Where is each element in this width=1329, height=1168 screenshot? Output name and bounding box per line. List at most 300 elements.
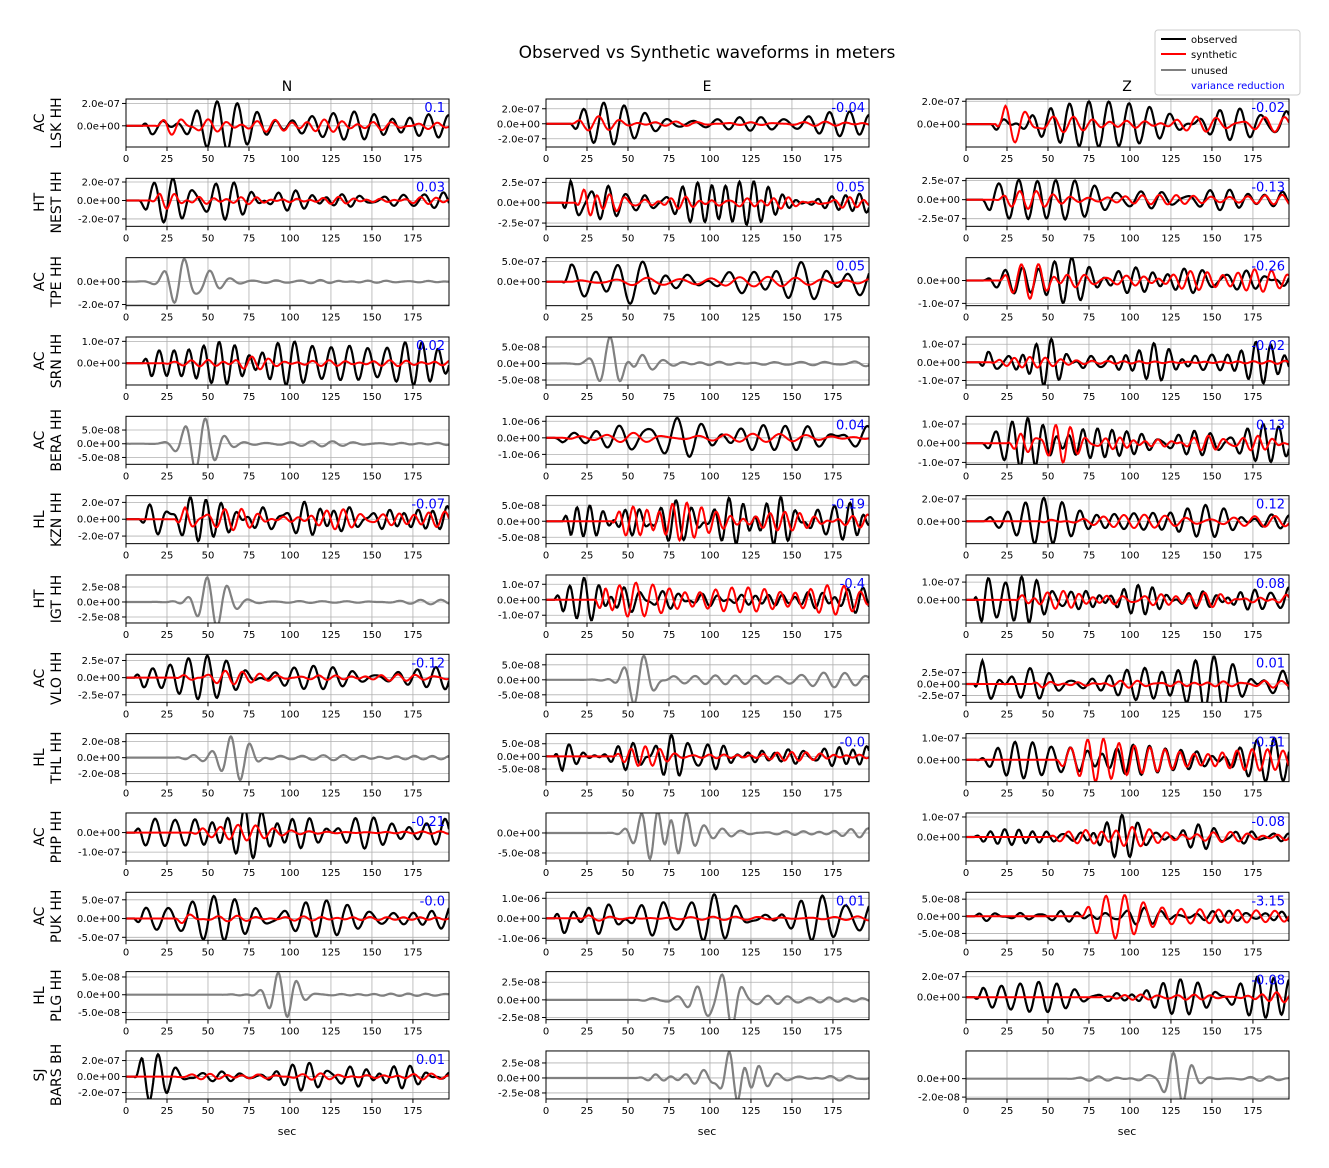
- x-tick-label: 75: [662, 1105, 676, 1117]
- station-row: [32, 97, 1289, 165]
- x-tick-label: 125: [741, 1026, 761, 1038]
- x-tick-label: 0: [122, 312, 130, 324]
- y-tick-label: 2.5e-08: [501, 977, 540, 989]
- y-tick-label: 1.0e-07: [921, 577, 960, 589]
- y-tick-label: 5.0e-08: [921, 894, 960, 906]
- y-tick-label: 0.0e+00: [496, 913, 540, 925]
- x-tick-label: 50: [201, 1026, 215, 1038]
- x-tick-label: 25: [1000, 709, 1014, 721]
- y-tick-label: 1.0e-07: [921, 419, 960, 431]
- x-tick-label: 0: [122, 550, 130, 562]
- y-tick-label: 0.0e+00: [496, 828, 540, 840]
- x-tick-label: 50: [201, 629, 215, 641]
- x-tick-label: 0: [542, 154, 550, 165]
- y-tick-label: -5.0e-08: [78, 452, 120, 464]
- waveform-panel: [497, 1051, 869, 1117]
- x-tick-label: 75: [1082, 1026, 1096, 1038]
- x-tick-label: 125: [741, 154, 761, 165]
- x-tick-label: 125: [1161, 629, 1181, 641]
- x-tick-label: 125: [741, 550, 761, 562]
- x-tick-label: 150: [1202, 867, 1222, 879]
- x-tick-label: 150: [362, 471, 382, 483]
- y-tick-label: 2.0e-07: [81, 98, 120, 110]
- variance-reduction-label: 0.12: [1256, 497, 1285, 513]
- variance-reduction-label: -0.13: [1251, 180, 1285, 196]
- waveform-panel: [497, 892, 869, 958]
- x-tick-label: 0: [542, 867, 550, 879]
- x-tick-label: 175: [403, 788, 423, 800]
- x-tick-label: 50: [1041, 947, 1055, 959]
- x-tick-label: 50: [1041, 550, 1055, 562]
- variance-reduction-label: -0.0: [419, 894, 445, 910]
- x-tick-label: 100: [700, 391, 720, 403]
- x-tick-label: 175: [823, 312, 843, 324]
- x-tick-label: 100: [280, 629, 300, 641]
- x-tick-label: 0: [962, 550, 970, 562]
- variance-reduction-label: 0.02: [416, 338, 445, 354]
- x-tick-label: 100: [1120, 312, 1140, 324]
- x-tick-label: 0: [122, 471, 130, 483]
- x-tick-label: 75: [662, 154, 676, 165]
- y-tick-label: 1.0e-07: [501, 579, 540, 591]
- x-tick-label: 75: [1082, 947, 1096, 959]
- chart-title: Observed vs Synthetic waveforms in meters: [518, 43, 896, 63]
- x-tick-label: 50: [201, 788, 215, 800]
- y-tick-label: 0.0e+00: [916, 119, 960, 131]
- x-tick-label: 0: [542, 471, 550, 483]
- x-tick-label: 25: [1000, 154, 1014, 165]
- station-row: [32, 171, 1289, 244]
- waveform-panel: [497, 99, 869, 165]
- station-network-label: HT: [32, 589, 48, 609]
- station-name-label: IGT HH: [49, 574, 65, 624]
- y-tick-label: 0.0e+00: [496, 595, 540, 607]
- y-tick-label: -2.5e-07: [918, 690, 960, 702]
- station-name-label: BERA HH: [49, 408, 65, 472]
- waveform-panel: [917, 734, 1289, 800]
- station-row: [32, 1044, 1289, 1117]
- x-tick-label: 100: [700, 947, 720, 959]
- x-tick-label: 125: [1161, 233, 1181, 245]
- y-tick-label: 1.0e-06: [501, 416, 540, 428]
- x-tick-label: 150: [1202, 947, 1222, 959]
- panel-frame: [546, 972, 869, 1020]
- x-tick-label: 125: [321, 471, 341, 483]
- column-title-e: E: [702, 79, 712, 95]
- x-tick-label: 0: [542, 629, 550, 641]
- x-axis-label: sec: [277, 1125, 297, 1138]
- station-network-label: HL: [32, 748, 48, 767]
- y-tick-label: 0.0e+00: [76, 828, 120, 840]
- y-tick-label: 2.0e-07: [921, 972, 960, 984]
- y-tick-label: 1.0e-06: [501, 893, 540, 905]
- variance-reduction-label: 0.04: [836, 418, 865, 434]
- x-tick-label: 125: [321, 629, 341, 641]
- waveform-panel: [917, 654, 1289, 720]
- station-name-label: KZN HH: [49, 492, 65, 548]
- station-network-label: AC: [32, 827, 48, 847]
- x-tick-label: 125: [321, 391, 341, 403]
- x-tick-label: 0: [962, 312, 970, 324]
- waveform-panel: [77, 734, 449, 800]
- x-tick-label: 0: [542, 709, 550, 721]
- x-tick-label: 0: [962, 629, 970, 641]
- panel-frame: [126, 575, 449, 623]
- x-tick-label: 100: [1120, 788, 1140, 800]
- waveform-panel: [77, 99, 449, 165]
- x-tick-label: 25: [1000, 788, 1014, 800]
- variance-reduction-label: -0.08: [1251, 973, 1285, 989]
- y-tick-label: -5.0e-08: [498, 848, 540, 860]
- x-tick-label: 150: [362, 154, 382, 165]
- panel-frame: [546, 337, 869, 385]
- x-tick-label: 175: [403, 154, 423, 165]
- station-network-label: AC: [32, 668, 48, 688]
- variance-reduction-label: -0.21: [411, 814, 445, 830]
- x-tick-label: 100: [280, 550, 300, 562]
- station-network-label: AC: [32, 351, 48, 371]
- x-tick-label: 175: [1243, 1105, 1263, 1117]
- y-tick-label: 0.0e+00: [496, 751, 540, 763]
- x-tick-label: 50: [201, 154, 215, 165]
- x-tick-label: 125: [741, 788, 761, 800]
- x-tick-label: 125: [321, 947, 341, 959]
- station-row: [32, 492, 1289, 561]
- x-tick-label: 100: [1120, 947, 1140, 959]
- y-tick-label: 0.0e+00: [496, 675, 540, 687]
- x-tick-label: 150: [362, 1105, 382, 1117]
- x-tick-label: 50: [1041, 471, 1055, 483]
- waveform-panel: [497, 734, 869, 800]
- y-tick-label: -2.0e-07: [498, 134, 540, 146]
- y-tick-label: 0.0e+00: [496, 198, 540, 210]
- x-tick-label: 175: [823, 1026, 843, 1038]
- y-tick-label: 5.0e-08: [501, 660, 540, 672]
- station-network-label: AC: [32, 113, 48, 133]
- x-tick-label: 75: [242, 947, 256, 959]
- x-tick-label: 175: [823, 947, 843, 959]
- x-tick-label: 125: [741, 867, 761, 879]
- variance-reduction-label: -0.07: [411, 497, 445, 513]
- x-tick-label: 175: [403, 471, 423, 483]
- waveform-panel: [917, 972, 1289, 1038]
- x-tick-label: 50: [1041, 312, 1055, 324]
- x-tick-label: 50: [1041, 788, 1055, 800]
- waveform-panel: [77, 575, 449, 641]
- x-tick-label: 0: [122, 629, 130, 641]
- variance-reduction-label: 0.1: [424, 101, 445, 116]
- x-tick-label: 0: [122, 709, 130, 721]
- x-tick-label: 100: [700, 312, 720, 324]
- x-tick-label: 25: [160, 391, 174, 403]
- variance-reduction-label: 0.01: [836, 894, 865, 910]
- variance-reduction-label: -0.02: [1251, 101, 1285, 116]
- x-tick-label: 150: [362, 867, 382, 879]
- x-tick-label: 25: [580, 391, 594, 403]
- x-tick-label: 150: [1202, 788, 1222, 800]
- x-tick-label: 100: [280, 709, 300, 721]
- x-tick-label: 175: [403, 947, 423, 959]
- x-tick-label: 0: [122, 947, 130, 959]
- x-tick-label: 150: [1202, 1105, 1222, 1117]
- y-tick-label: -5.0e-08: [498, 532, 540, 544]
- unused-trace: [966, 1053, 1289, 1103]
- waveform-panel: [77, 807, 449, 879]
- x-tick-label: 25: [580, 867, 594, 879]
- x-tick-label: 175: [823, 788, 843, 800]
- station-row: [32, 731, 1289, 799]
- station-name-label: PHP HH: [49, 810, 65, 864]
- station-name-label: PUK HH: [49, 889, 65, 943]
- x-tick-label: 75: [242, 867, 256, 879]
- variance-reduction-label: 0.01: [416, 1052, 445, 1068]
- x-tick-label: 150: [362, 233, 382, 245]
- x-tick-label: 25: [580, 550, 594, 562]
- x-tick-label: 175: [823, 629, 843, 641]
- unused-trace: [546, 337, 869, 381]
- x-tick-label: 0: [962, 1105, 970, 1117]
- legend: [1155, 30, 1300, 95]
- x-tick-label: 0: [962, 1026, 970, 1038]
- waveform-panel: [497, 811, 869, 879]
- x-tick-label: 50: [621, 154, 635, 165]
- x-tick-label: 75: [662, 867, 676, 879]
- waveform-panel: [497, 178, 869, 244]
- x-tick-label: 150: [782, 312, 802, 324]
- waveform-panel: [917, 176, 1289, 244]
- waveform-panel: [497, 972, 869, 1038]
- x-tick-label: 50: [621, 1105, 635, 1117]
- variance-reduction-label: 0.08: [1256, 576, 1285, 592]
- x-tick-label: 150: [1202, 1026, 1222, 1038]
- y-tick-label: -1.0e-06: [498, 933, 540, 945]
- x-tick-label: 75: [1082, 233, 1096, 245]
- x-tick-label: 75: [1082, 1105, 1096, 1117]
- x-tick-label: 25: [580, 312, 594, 324]
- variance-reduction-label: 0.05: [836, 180, 865, 196]
- panel-grid: [32, 97, 1289, 1117]
- x-tick-label: 0: [962, 947, 970, 959]
- station-row: [32, 652, 1289, 721]
- y-tick-label: -2.5e-08: [498, 1088, 540, 1100]
- waveform-panel: [77, 654, 449, 720]
- y-tick-label: 2.5e-07: [501, 177, 540, 189]
- x-tick-label: 25: [580, 233, 594, 245]
- x-tick-label: 25: [1000, 629, 1014, 641]
- x-tick-label: 75: [662, 233, 676, 245]
- variance-reduction-label: 0.03: [416, 180, 445, 196]
- y-tick-label: -1.0e-07: [918, 375, 960, 387]
- station-name-label: VLO HH: [49, 651, 65, 706]
- waveform-panel: [917, 812, 1289, 879]
- station-network-label: AC: [32, 906, 48, 926]
- x-tick-label: 25: [160, 629, 174, 641]
- x-tick-label: 0: [962, 391, 970, 403]
- y-tick-label: 0.0e+00: [496, 358, 540, 370]
- variance-reduction-label: -0.31: [1251, 735, 1285, 751]
- x-tick-label: 175: [823, 391, 843, 403]
- x-tick-label: 75: [1082, 867, 1096, 879]
- y-tick-label: 0.0e+00: [916, 755, 960, 767]
- x-tick-label: 50: [1041, 1026, 1055, 1038]
- y-tick-label: 0.0e+00: [496, 119, 540, 131]
- y-tick-label: 0.0e+00: [76, 1072, 120, 1084]
- x-tick-label: 175: [1243, 1026, 1263, 1038]
- x-tick-label: 50: [201, 471, 215, 483]
- x-tick-label: 175: [1243, 391, 1263, 403]
- y-tick-label: 0.0e+00: [496, 277, 540, 289]
- unused-trace: [126, 419, 449, 470]
- variance-reduction-label: -0.04: [831, 101, 865, 116]
- variance-reduction-label: -0.02: [1251, 338, 1285, 354]
- y-tick-label: -5.0e-07: [78, 932, 120, 944]
- y-tick-label: -1.0e-07: [918, 298, 960, 310]
- x-tick-label: 175: [1243, 709, 1263, 721]
- variance-reduction-label: -3.15: [1251, 894, 1285, 910]
- y-tick-label: -1.0e-07: [918, 457, 960, 469]
- station-name-label: SRN HH: [49, 333, 65, 389]
- x-tick-label: 75: [242, 1105, 256, 1117]
- x-tick-label: 125: [321, 154, 341, 165]
- x-tick-label: 125: [741, 709, 761, 721]
- x-tick-label: 0: [962, 867, 970, 879]
- x-axis-labels: [278, 1125, 1137, 1138]
- x-tick-label: 125: [741, 391, 761, 403]
- variance-reduction-label: -0.12: [411, 656, 445, 672]
- x-tick-label: 125: [1161, 550, 1181, 562]
- waveform-panel: [77, 496, 449, 562]
- x-tick-label: 125: [321, 550, 341, 562]
- x-tick-label: 25: [1000, 471, 1014, 483]
- x-tick-label: 25: [580, 629, 594, 641]
- x-tick-label: 25: [160, 312, 174, 324]
- y-tick-label: 5.0e-08: [81, 425, 120, 437]
- y-tick-label: -2.5e-07: [78, 690, 120, 702]
- y-tick-label: 2.0e-07: [501, 104, 540, 116]
- y-tick-label: -2.5e-07: [498, 218, 540, 230]
- x-tick-label: 100: [700, 1105, 720, 1117]
- x-tick-label: 75: [242, 788, 256, 800]
- x-tick-label: 150: [782, 629, 802, 641]
- panel-frame: [126, 1051, 449, 1099]
- x-tick-label: 150: [782, 867, 802, 879]
- y-tick-label: -5.0e-08: [498, 764, 540, 776]
- y-tick-label: -1.0e-07: [78, 847, 120, 859]
- x-tick-label: 75: [1082, 629, 1096, 641]
- x-tick-label: 25: [580, 1105, 594, 1117]
- x-tick-label: 75: [1082, 471, 1096, 483]
- x-tick-label: 100: [1120, 154, 1140, 165]
- y-tick-label: 2.0e-07: [81, 497, 120, 509]
- waveform-panel: [917, 97, 1289, 165]
- x-tick-label: 175: [403, 709, 423, 721]
- x-tick-label: 75: [662, 788, 676, 800]
- waveform-panel: [917, 494, 1289, 561]
- station-row: [32, 409, 1289, 482]
- x-tick-label: 25: [1000, 947, 1014, 959]
- x-tick-label: 100: [1120, 709, 1140, 721]
- x-tick-label: 75: [242, 471, 256, 483]
- x-tick-label: 150: [782, 709, 802, 721]
- x-tick-label: 75: [242, 391, 256, 403]
- waveform-panel: [497, 416, 869, 482]
- x-tick-label: 150: [782, 550, 802, 562]
- x-tick-label: 75: [1082, 709, 1096, 721]
- y-tick-label: -2.5e-07: [918, 214, 960, 226]
- station-network-label: HL: [32, 986, 48, 1005]
- x-tick-label: 175: [1243, 233, 1263, 245]
- x-tick-label: 0: [122, 233, 130, 245]
- legend-label-observed: observed: [1191, 35, 1238, 46]
- station-row: [32, 334, 1289, 403]
- column-titles: [282, 79, 1132, 95]
- y-tick-label: 1.0e-07: [921, 339, 960, 351]
- x-tick-label: 150: [362, 788, 382, 800]
- x-tick-label: 150: [782, 788, 802, 800]
- y-tick-label: 0.0e+00: [76, 597, 120, 609]
- x-tick-label: 175: [403, 391, 423, 403]
- x-tick-label: 100: [1120, 867, 1140, 879]
- x-tick-label: 50: [201, 947, 215, 959]
- x-tick-label: 50: [201, 867, 215, 879]
- x-tick-label: 150: [782, 947, 802, 959]
- x-tick-label: 50: [1041, 629, 1055, 641]
- x-tick-label: 25: [580, 471, 594, 483]
- x-tick-label: 75: [1082, 788, 1096, 800]
- x-tick-label: 50: [201, 233, 215, 245]
- y-tick-label: 0.0e+00: [916, 357, 960, 369]
- variance-reduction-label: -0.08: [1251, 814, 1285, 830]
- legend-label-variance-reduction: variance reduction: [1191, 81, 1285, 92]
- x-tick-label: 0: [542, 1105, 550, 1117]
- x-tick-label: 50: [621, 550, 635, 562]
- x-tick-label: 175: [1243, 947, 1263, 959]
- x-tick-label: 100: [280, 154, 300, 165]
- x-tick-label: 150: [362, 550, 382, 562]
- legend-label-unused: unused: [1191, 66, 1228, 77]
- column-title-n: N: [281, 79, 293, 95]
- variance-reduction-label: -0.0: [839, 735, 865, 751]
- x-tick-label: 150: [1202, 709, 1222, 721]
- variance-reduction-label: 0.01: [1256, 656, 1285, 672]
- x-tick-label: 100: [280, 1105, 300, 1117]
- x-tick-label: 100: [1120, 1026, 1140, 1038]
- y-tick-label: 0.0e+00: [916, 516, 960, 528]
- waveform-panel: [497, 654, 869, 720]
- station-network-label: SJ: [32, 1068, 48, 1082]
- x-tick-label: 125: [1161, 709, 1181, 721]
- x-tick-label: 100: [700, 233, 720, 245]
- station-row: [32, 969, 1289, 1037]
- x-tick-label: 175: [823, 867, 843, 879]
- x-tick-label: 125: [1161, 1105, 1181, 1117]
- y-tick-label: 0.0e+00: [76, 914, 120, 926]
- x-tick-label: 25: [160, 1105, 174, 1117]
- x-tick-label: 125: [741, 1105, 761, 1117]
- x-tick-label: 100: [1120, 550, 1140, 562]
- x-tick-label: 75: [242, 233, 256, 245]
- y-tick-label: 0.0e+00: [76, 514, 120, 526]
- waveform-panel: [497, 575, 869, 641]
- station-network-label: HT: [32, 192, 48, 212]
- x-tick-label: 150: [782, 233, 802, 245]
- x-tick-label: 25: [160, 1026, 174, 1038]
- x-tick-label: 75: [662, 1026, 676, 1038]
- x-tick-label: 50: [201, 1105, 215, 1117]
- x-tick-label: 100: [1120, 391, 1140, 403]
- variance-reduction-label: -0.19: [831, 497, 865, 513]
- x-tick-label: 75: [662, 391, 676, 403]
